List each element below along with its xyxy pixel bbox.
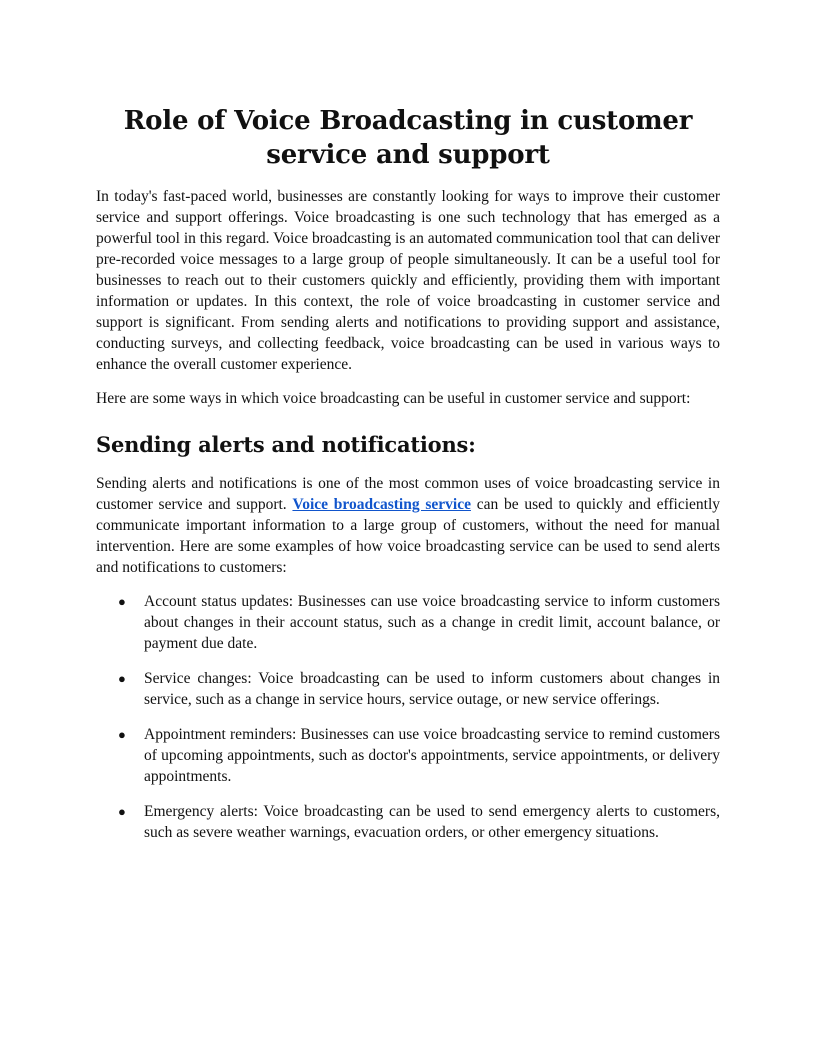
- list-item: [96, 591, 720, 654]
- section-text-after-link: can be used to quickly and efficiently communicate important information to a large group of customers, without the need for manual intervention. Here are some examples of how voice broadcasting service can be used to send alerts and notifications to customers:: [96, 496, 721, 576]
- list-item: [96, 668, 720, 710]
- bullet-icon: ●: [118, 804, 126, 819]
- bullet-icon: ●: [118, 594, 126, 609]
- bullet-icon: ●: [118, 727, 126, 742]
- bullet-icon: ●: [118, 671, 126, 686]
- page-title: Role of Voice Broadcasting in customer service and support: [123, 106, 693, 170]
- list-item-text: Account status updates: Businesses can use voice broadcasting service to inform customers about changes in their account status, such as a change in credit limit, account balance, or payment due date.: [144, 593, 720, 652]
- list-item: [96, 724, 720, 787]
- voice-broadcasting-service-link[interactable]: Voice broadcasting service: [292, 496, 471, 513]
- list-item: [96, 801, 720, 843]
- list-item-text: Service changes: Voice broadcasting can be used to inform customers about changes in service, such as a change in service hours, service outage, or new service offerings.: [144, 670, 720, 708]
- section-paragraph: [96, 473, 720, 578]
- alerts-bullet-list: [96, 591, 720, 843]
- document-page: [96, 104, 720, 857]
- intro-paragraph: In today's fast-paced world, businesses are constantly looking for ways to improve their customer service and support offerings. Voice broadcasting is one such technology that has emerged as a powerful tool in this regard. Voice broadcasting is an automated communication tool that can deliver pre-recorded voice messages to a large group of people simultaneously. It can be a useful tool for businesses to reach out to their customers quickly and efficiently, providing them with important information or updates. In this context, the role of voice broadcasting in customer service and support is significant. From sending alerts and notifications to providing support and assistance, conducting surveys, and collecting feedback, voice broadcasting can be used in various ways to enhance the overall customer experience.: [96, 188, 720, 373]
- section-heading: Sending alerts and notifications:: [96, 432, 476, 457]
- section-text-before-link: Sending alerts and notifications is one of the most common uses of voice broadcasting service in customer service and support.: [96, 475, 720, 513]
- lead-in-paragraph: Here are some ways in which voice broadcasting can be useful in customer service and support:: [96, 390, 691, 407]
- list-item-text: Appointment reminders: Businesses can use voice broadcasting service to remind customers of upcoming appointments, such as doctor's appointments, service appointments, or delivery appointments.: [144, 726, 720, 785]
- list-item-text: Emergency alerts: Voice broadcasting can be used to send emergency alerts to customers, such as severe weather warnings, evacuation orders, or other emergency situations.: [144, 803, 720, 841]
